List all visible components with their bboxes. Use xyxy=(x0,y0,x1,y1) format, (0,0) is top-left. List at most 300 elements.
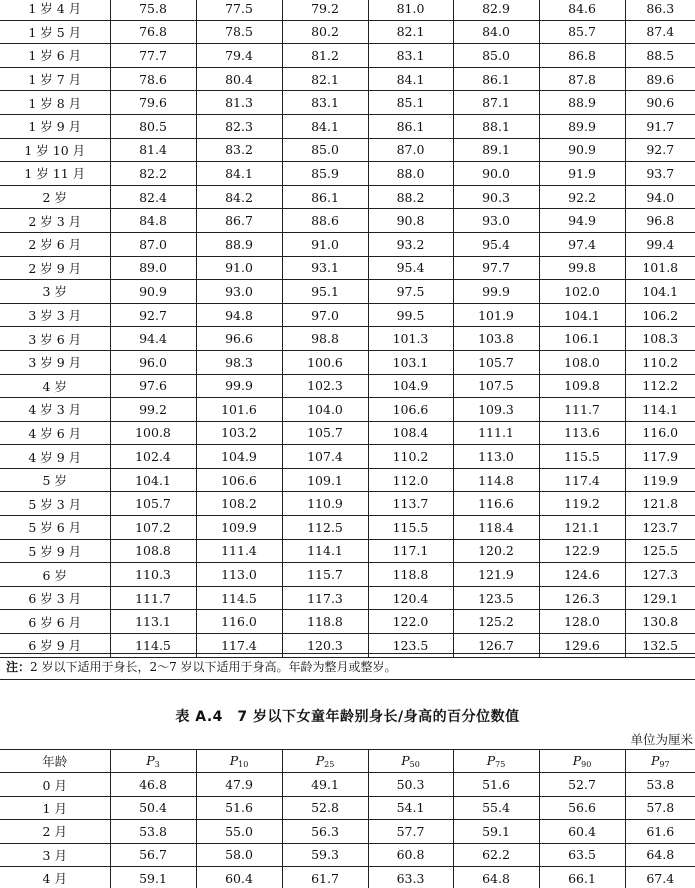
value-cell: 99.8 xyxy=(539,256,625,280)
value-cell: 107.4 xyxy=(282,445,368,469)
value-cell: 63.3 xyxy=(368,866,453,888)
value-cell: 64.8 xyxy=(453,866,539,888)
value-cell: 90.3 xyxy=(453,185,539,209)
value-cell: 85.9 xyxy=(282,162,368,186)
table-row xyxy=(0,468,695,492)
value-cell: 56.3 xyxy=(282,820,368,843)
table-row xyxy=(0,185,695,209)
value-cell: 107.2 xyxy=(110,516,196,540)
value-cell: 97.5 xyxy=(368,280,453,304)
value-cell: 104.1 xyxy=(625,280,695,304)
value-cell: 64.8 xyxy=(625,843,695,866)
value-cell: 79.2 xyxy=(282,0,368,20)
value-cell: 111.4 xyxy=(196,539,282,563)
value-cell: 84.2 xyxy=(196,185,282,209)
table-row xyxy=(0,256,695,280)
value-cell: 118.4 xyxy=(453,516,539,540)
value-cell: 56.6 xyxy=(539,796,625,819)
value-cell: 75.8 xyxy=(110,0,196,20)
value-cell: 54.1 xyxy=(368,796,453,819)
value-cell: 114.5 xyxy=(110,634,196,658)
value-cell: 109.3 xyxy=(453,398,539,422)
table-a4-title: 表 A.4 7 岁以下女童年龄别身长/身高的百分位数值 xyxy=(175,709,520,725)
value-cell: 106.6 xyxy=(196,468,282,492)
value-cell: 129.6 xyxy=(539,634,625,658)
value-cell: 78.6 xyxy=(110,67,196,91)
value-cell: 99.5 xyxy=(368,303,453,327)
age-cell: 3 岁 3 月 xyxy=(0,303,110,327)
value-cell: 113.1 xyxy=(110,610,196,634)
age-cell: 2 岁 xyxy=(0,185,110,209)
value-cell: 127.3 xyxy=(625,563,695,587)
value-cell: 82.9 xyxy=(453,0,539,20)
value-cell: 50.3 xyxy=(368,773,453,796)
age-cell: 1 岁 4 月 xyxy=(0,0,110,20)
value-cell: 97.0 xyxy=(282,303,368,327)
age-cell: 6 岁 3 月 xyxy=(0,586,110,610)
table-row xyxy=(0,398,695,422)
age-cell: 1 岁 6 月 xyxy=(0,44,110,68)
value-cell: 53.8 xyxy=(625,773,695,796)
value-cell: 90.6 xyxy=(625,91,695,115)
value-cell: 88.5 xyxy=(625,44,695,68)
value-cell: 129.1 xyxy=(625,586,695,610)
value-cell: 91.9 xyxy=(539,162,625,186)
table-row xyxy=(0,563,695,587)
value-cell: 106.2 xyxy=(625,303,695,327)
value-cell: 99.9 xyxy=(453,280,539,304)
value-cell: 97.6 xyxy=(110,374,196,398)
value-cell: 81.0 xyxy=(368,0,453,20)
value-cell: 101.6 xyxy=(196,398,282,422)
value-cell: 85.7 xyxy=(539,20,625,44)
value-cell: 106.6 xyxy=(368,398,453,422)
value-cell: 108.4 xyxy=(368,421,453,445)
value-cell: 96.6 xyxy=(196,327,282,351)
value-cell: 91.7 xyxy=(625,114,695,138)
value-cell: 122.9 xyxy=(539,539,625,563)
age-cell: 5 岁 6 月 xyxy=(0,516,110,540)
unit-label: 单位为厘米 xyxy=(630,732,693,747)
value-cell: 116.0 xyxy=(625,421,695,445)
value-cell: 86.1 xyxy=(368,114,453,138)
value-cell: 94.4 xyxy=(110,327,196,351)
table-row xyxy=(0,492,695,516)
value-cell: 83.1 xyxy=(368,44,453,68)
value-cell: 114.5 xyxy=(196,586,282,610)
value-cell: 103.8 xyxy=(453,327,539,351)
value-cell: 81.3 xyxy=(196,91,282,115)
value-cell: 111.1 xyxy=(453,421,539,445)
value-cell: 90.9 xyxy=(110,280,196,304)
value-cell: 130.8 xyxy=(625,610,695,634)
value-cell: 87.8 xyxy=(539,67,625,91)
value-cell: 91.0 xyxy=(196,256,282,280)
value-cell: 57.8 xyxy=(625,796,695,819)
value-cell: 53.8 xyxy=(110,820,196,843)
value-cell: 59.3 xyxy=(282,843,368,866)
value-cell: 77.5 xyxy=(196,0,282,20)
value-cell: 104.9 xyxy=(368,374,453,398)
value-cell: 95.4 xyxy=(368,256,453,280)
value-cell: 82.4 xyxy=(110,185,196,209)
value-cell: 97.7 xyxy=(453,256,539,280)
table-row xyxy=(0,280,695,304)
value-cell: 84.1 xyxy=(282,114,368,138)
value-cell: 96.0 xyxy=(110,350,196,374)
value-cell: 96.8 xyxy=(625,209,695,233)
value-cell: 97.4 xyxy=(539,232,625,256)
value-cell: 94.8 xyxy=(196,303,282,327)
table-row xyxy=(0,796,695,819)
age-cell: 4 岁 3 月 xyxy=(0,398,110,422)
age-cell: 1 岁 7 月 xyxy=(0,67,110,91)
value-cell: 77.7 xyxy=(110,44,196,68)
note-text: 2 岁以下适用于身长，2～7 岁以下适用于身高。年龄为整月或整岁。 xyxy=(30,660,397,674)
value-cell: 123.5 xyxy=(453,586,539,610)
value-cell: 84.1 xyxy=(196,162,282,186)
age-cell: 2 岁 6 月 xyxy=(0,232,110,256)
value-cell: 112.5 xyxy=(282,516,368,540)
value-cell: 122.0 xyxy=(368,610,453,634)
value-cell: 91.0 xyxy=(282,232,368,256)
table-row xyxy=(0,539,695,563)
value-cell: 58.0 xyxy=(196,843,282,866)
table-row xyxy=(0,20,695,44)
table-row xyxy=(0,820,695,843)
value-cell: 128.0 xyxy=(539,610,625,634)
value-cell: 47.9 xyxy=(196,773,282,796)
value-cell: 110.2 xyxy=(625,350,695,374)
value-cell: 125.2 xyxy=(453,610,539,634)
value-cell: 88.2 xyxy=(368,185,453,209)
value-cell: 92.2 xyxy=(539,185,625,209)
value-cell: 50.4 xyxy=(110,796,196,819)
value-cell: 126.3 xyxy=(539,586,625,610)
value-cell: 121.9 xyxy=(453,563,539,587)
value-cell: 117.4 xyxy=(196,634,282,658)
value-cell: 66.1 xyxy=(539,866,625,888)
value-cell: 121.8 xyxy=(625,492,695,516)
value-cell: 111.7 xyxy=(110,586,196,610)
value-cell: 93.0 xyxy=(453,209,539,233)
value-cell: 107.5 xyxy=(453,374,539,398)
table-row xyxy=(0,232,695,256)
value-cell: 112.0 xyxy=(368,468,453,492)
table-row xyxy=(0,516,695,540)
table-row xyxy=(0,421,695,445)
value-cell: 105.7 xyxy=(453,350,539,374)
value-cell: 93.2 xyxy=(368,232,453,256)
value-cell: 94.0 xyxy=(625,185,695,209)
percentile-header: $P_3$ xyxy=(110,750,196,773)
value-cell: 60.8 xyxy=(368,843,453,866)
value-cell: 88.0 xyxy=(368,162,453,186)
value-cell: 108.2 xyxy=(196,492,282,516)
value-cell: 123.7 xyxy=(625,516,695,540)
value-cell: 118.8 xyxy=(368,563,453,587)
value-cell: 87.0 xyxy=(110,232,196,256)
value-cell: 114.1 xyxy=(282,539,368,563)
value-cell: 105.7 xyxy=(110,492,196,516)
value-cell: 86.7 xyxy=(196,209,282,233)
age-cell: 2 岁 3 月 xyxy=(0,209,110,233)
value-cell: 85.1 xyxy=(368,91,453,115)
age-cell: 5 岁 3 月 xyxy=(0,492,110,516)
age-cell: 0 月 xyxy=(0,773,110,796)
value-cell: 110.2 xyxy=(368,445,453,469)
value-cell: 84.8 xyxy=(110,209,196,233)
percentile-header: $P_{90}$ xyxy=(539,750,625,773)
value-cell: 104.1 xyxy=(110,468,196,492)
value-cell: 85.0 xyxy=(453,44,539,68)
value-cell: 104.0 xyxy=(282,398,368,422)
age-cell: 2 岁 9 月 xyxy=(0,256,110,280)
value-cell: 117.4 xyxy=(539,468,625,492)
value-cell: 119.2 xyxy=(539,492,625,516)
value-cell: 51.6 xyxy=(196,796,282,819)
value-cell: 88.9 xyxy=(539,91,625,115)
value-cell: 95.1 xyxy=(282,280,368,304)
value-cell: 81.2 xyxy=(282,44,368,68)
value-cell: 60.4 xyxy=(539,820,625,843)
value-cell: 98.3 xyxy=(196,350,282,374)
value-cell: 88.1 xyxy=(453,114,539,138)
value-cell: 103.2 xyxy=(196,421,282,445)
value-cell: 84.1 xyxy=(368,67,453,91)
value-cell: 123.5 xyxy=(368,634,453,658)
table-row xyxy=(0,44,695,68)
age-cell: 3 岁 xyxy=(0,280,110,304)
value-cell: 113.0 xyxy=(453,445,539,469)
age-cell: 1 岁 9 月 xyxy=(0,114,110,138)
value-cell: 88.9 xyxy=(196,232,282,256)
percentile-header: $P_{50}$ xyxy=(368,750,453,773)
value-cell: 94.9 xyxy=(539,209,625,233)
value-cell: 76.8 xyxy=(110,20,196,44)
age-cell: 4 岁 9 月 xyxy=(0,445,110,469)
age-cell: 3 月 xyxy=(0,843,110,866)
value-cell: 86.8 xyxy=(539,44,625,68)
table-row xyxy=(0,67,695,91)
value-cell: 82.1 xyxy=(368,20,453,44)
age-cell: 1 岁 11 月 xyxy=(0,162,110,186)
value-cell: 114.8 xyxy=(453,468,539,492)
value-cell: 124.6 xyxy=(539,563,625,587)
value-cell: 120.2 xyxy=(453,539,539,563)
value-cell: 60.4 xyxy=(196,866,282,888)
value-cell: 84.6 xyxy=(539,0,625,20)
table-row xyxy=(0,91,695,115)
value-cell: 84.0 xyxy=(453,20,539,44)
table-row xyxy=(0,350,695,374)
table-row xyxy=(0,209,695,233)
value-cell: 108.3 xyxy=(625,327,695,351)
value-cell: 89.6 xyxy=(625,67,695,91)
value-cell: 99.9 xyxy=(196,374,282,398)
age-cell: 4 岁 6 月 xyxy=(0,421,110,445)
percentile-header: $P_{97}$ xyxy=(625,750,695,773)
value-cell: 101.8 xyxy=(625,256,695,280)
value-cell: 119.9 xyxy=(625,468,695,492)
value-cell: 87.1 xyxy=(453,91,539,115)
table-row xyxy=(0,843,695,866)
value-cell: 102.3 xyxy=(282,374,368,398)
value-cell: 61.7 xyxy=(282,866,368,888)
value-cell: 87.0 xyxy=(368,138,453,162)
value-cell: 82.2 xyxy=(110,162,196,186)
value-cell: 120.4 xyxy=(368,586,453,610)
value-cell: 82.3 xyxy=(196,114,282,138)
value-cell: 52.7 xyxy=(539,773,625,796)
value-cell: 104.1 xyxy=(539,303,625,327)
value-cell: 132.5 xyxy=(625,634,695,658)
value-cell: 63.5 xyxy=(539,843,625,866)
table-row xyxy=(0,610,695,634)
value-cell: 86.1 xyxy=(453,67,539,91)
value-cell: 103.1 xyxy=(368,350,453,374)
value-cell: 101.3 xyxy=(368,327,453,351)
age-cell: 6 岁 9 月 xyxy=(0,634,110,658)
value-cell: 109.1 xyxy=(282,468,368,492)
value-cell: 113.7 xyxy=(368,492,453,516)
value-cell: 90.0 xyxy=(453,162,539,186)
age-cell: 1 岁 10 月 xyxy=(0,138,110,162)
value-cell: 113.6 xyxy=(539,421,625,445)
age-cell: 4 月 xyxy=(0,866,110,888)
table-row xyxy=(0,303,695,327)
value-cell: 101.9 xyxy=(453,303,539,327)
value-cell: 117.3 xyxy=(282,586,368,610)
table-row xyxy=(0,162,695,186)
value-cell: 86.1 xyxy=(282,185,368,209)
value-cell: 79.6 xyxy=(110,91,196,115)
value-cell: 111.7 xyxy=(539,398,625,422)
age-cell: 3 岁 9 月 xyxy=(0,350,110,374)
value-cell: 93.0 xyxy=(196,280,282,304)
value-cell: 120.3 xyxy=(282,634,368,658)
table-row xyxy=(0,138,695,162)
value-cell: 121.1 xyxy=(539,516,625,540)
value-cell: 83.1 xyxy=(282,91,368,115)
value-cell: 89.9 xyxy=(539,114,625,138)
value-cell: 115.7 xyxy=(282,563,368,587)
age-cell: 1 岁 8 月 xyxy=(0,91,110,115)
value-cell: 56.7 xyxy=(110,843,196,866)
value-cell: 110.3 xyxy=(110,563,196,587)
age-cell: 5 岁 xyxy=(0,468,110,492)
value-cell: 80.2 xyxy=(282,20,368,44)
value-cell: 117.9 xyxy=(625,445,695,469)
table-row xyxy=(0,0,695,20)
value-cell: 126.7 xyxy=(453,634,539,658)
age-cell: 1 岁 5 月 xyxy=(0,20,110,44)
table-row xyxy=(0,773,695,796)
value-cell: 83.2 xyxy=(196,138,282,162)
value-cell: 55.0 xyxy=(196,820,282,843)
value-cell: 115.5 xyxy=(539,445,625,469)
value-cell: 46.8 xyxy=(110,773,196,796)
note-label: 注： xyxy=(6,660,31,674)
value-cell: 88.6 xyxy=(282,209,368,233)
value-cell: 57.7 xyxy=(368,820,453,843)
value-cell: 92.7 xyxy=(110,303,196,327)
value-cell: 89.0 xyxy=(110,256,196,280)
value-cell: 110.9 xyxy=(282,492,368,516)
value-cell: 99.2 xyxy=(110,398,196,422)
value-cell: 125.5 xyxy=(625,539,695,563)
value-cell: 78.5 xyxy=(196,20,282,44)
age-cell: 6 岁 6 月 xyxy=(0,610,110,634)
value-cell: 79.4 xyxy=(196,44,282,68)
age-cell: 5 岁 9 月 xyxy=(0,539,110,563)
value-cell: 55.4 xyxy=(453,796,539,819)
value-cell: 87.4 xyxy=(625,20,695,44)
age-cell: 6 岁 xyxy=(0,563,110,587)
age-column-header: 年龄 xyxy=(0,750,110,773)
percentile-header: $P_{25}$ xyxy=(282,750,368,773)
value-cell: 104.9 xyxy=(196,445,282,469)
value-cell: 61.6 xyxy=(625,820,695,843)
table-a4 xyxy=(0,749,695,888)
value-cell: 95.4 xyxy=(453,232,539,256)
table-row xyxy=(0,445,695,469)
value-cell: 90.8 xyxy=(368,209,453,233)
value-cell: 108.0 xyxy=(539,350,625,374)
value-cell: 93.7 xyxy=(625,162,695,186)
value-cell: 102.0 xyxy=(539,280,625,304)
value-cell: 80.5 xyxy=(110,114,196,138)
value-cell: 49.1 xyxy=(282,773,368,796)
value-cell: 85.0 xyxy=(282,138,368,162)
value-cell: 114.1 xyxy=(625,398,695,422)
value-cell: 116.0 xyxy=(196,610,282,634)
table-row xyxy=(0,114,695,138)
value-cell: 100.8 xyxy=(110,421,196,445)
table-row xyxy=(0,586,695,610)
value-cell: 51.6 xyxy=(453,773,539,796)
table-header-row xyxy=(0,750,695,773)
value-cell: 89.1 xyxy=(453,138,539,162)
value-cell: 52.8 xyxy=(282,796,368,819)
value-cell: 116.6 xyxy=(453,492,539,516)
value-cell: 93.1 xyxy=(282,256,368,280)
value-cell: 98.8 xyxy=(282,327,368,351)
value-cell: 59.1 xyxy=(453,820,539,843)
value-cell: 99.4 xyxy=(625,232,695,256)
value-cell: 90.9 xyxy=(539,138,625,162)
value-cell: 59.1 xyxy=(110,866,196,888)
age-cell: 3 岁 6 月 xyxy=(0,327,110,351)
value-cell: 100.6 xyxy=(282,350,368,374)
value-cell: 62.2 xyxy=(453,843,539,866)
age-cell: 2 月 xyxy=(0,820,110,843)
percentile-header: $P_{75}$ xyxy=(453,750,539,773)
value-cell: 106.1 xyxy=(539,327,625,351)
age-cell: 4 岁 xyxy=(0,374,110,398)
table-row xyxy=(0,327,695,351)
value-cell: 86.3 xyxy=(625,0,695,20)
value-cell: 108.8 xyxy=(110,539,196,563)
value-cell: 81.4 xyxy=(110,138,196,162)
value-cell: 109.9 xyxy=(196,516,282,540)
value-cell: 113.0 xyxy=(196,563,282,587)
table-row xyxy=(0,866,695,888)
age-cell: 1 月 xyxy=(0,796,110,819)
value-cell: 102.4 xyxy=(110,445,196,469)
value-cell: 92.7 xyxy=(625,138,695,162)
value-cell: 67.4 xyxy=(625,866,695,888)
